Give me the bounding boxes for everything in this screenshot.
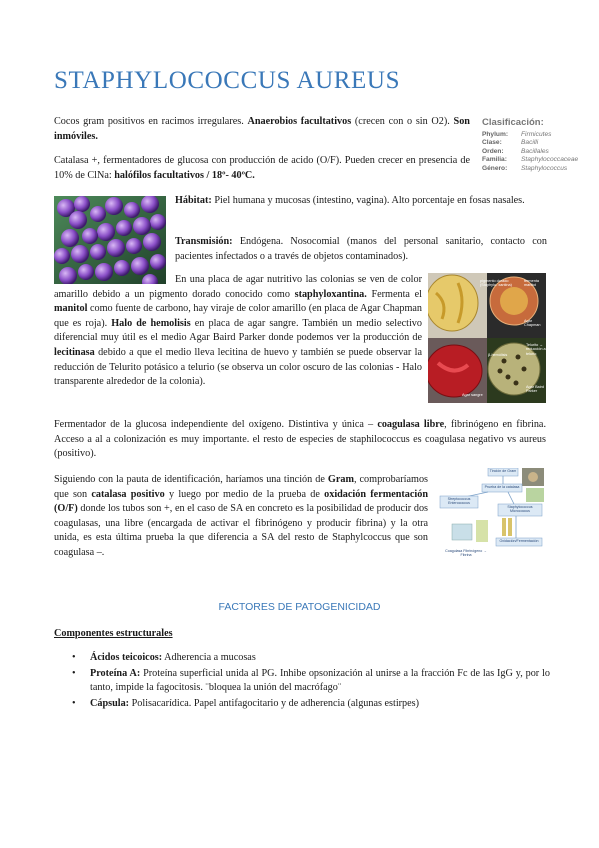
flow-of: Oxidación/Fermentación — [499, 539, 539, 543]
list-item: • Ácidos teicoicos: Adherencia a mucosas — [54, 651, 550, 666]
section-title: FACTORES DE PATOGENICIDAD — [218, 601, 381, 613]
transmision-paragraph: Transmisión: Endógena. Nosocomial (manos del personal sanitario, contacto con pacientes infectados o a través de objetos contaminados). — [175, 236, 547, 262]
classification-row: Orden: Bacillales — [482, 147, 549, 155]
subheading: Componentes estructurales — [54, 628, 173, 639]
classification-box — [482, 117, 594, 173]
agar-plates-figure — [428, 273, 546, 403]
micrograph-image — [54, 196, 166, 284]
flow-gram: Tinción de Gram — [489, 469, 517, 473]
list-item: • Proteína A: Proteína superficial unida al PG. Inhibe opsonización al unirse a la fracción Fc de las IgG y, por lo tanto, impide la fagocitosis. ¨bloquea la unión del macrófago¨ — [54, 667, 550, 696]
habitat-paragraph: Hábitat: Piel humana y mucosas (intestino, vagina). Alto porcentaje en fosas nasales. — [175, 195, 525, 206]
agar-label-chapman: Agar Chapman — [524, 319, 541, 328]
classification-row: Género: Staphylococcus — [482, 164, 568, 172]
agar-label-telurito: Telurito → reducción a telurio — [526, 343, 546, 356]
agar-label-hemolisis: β-hemólisis — [488, 353, 508, 357]
components-list — [54, 651, 550, 712]
agar-paragraph: En una placa de agar nutritivo las colonias se ven de color amarillo debido a un pigmento dorado conocido como staphyloxantina. Fermenta el manitol como fuente de carbono, hay viraje de color amarillo (en placa de Agar Chapman que es roja). Halo de hemolisis en placa de agar sangre. También un medio selectivo diferencial muy útil es el medio Agar Baird Parker donde podemos ver la producción de lecitinasa debido a que el medio lleva lecitina de huevo y también se puede observar la reducción de Telurito potásico a telurio (se observa un color oscuro de las colonias - Halo transparente alrededor de la colonia). — [54, 274, 422, 388]
flow-catalasa: Prueba de la catalasa — [484, 485, 520, 489]
classification-row: Familia: Staphylococcaceae — [482, 156, 579, 164]
identificacion-paragraph: Siguiendo con la pauta de identificación, haríamos una tinción de Gram, comprobaríamos que son catalasa positivo y luego por medio de la prueba de oxidación fermentación (O/F) donde los tubos son +, en el caso de SA en concreto es la posibilidad de producir dos coagulasas, una libre (encargada de activar el fibrinógeno y producir fibrina) y la otra unida, es esta última prueba la que diferencia a SA del resto de Staphylcoccus que son coagulasa –. — [54, 474, 428, 558]
agar-label-sangre: Agar sangre — [462, 393, 483, 397]
agar-label-manitol: fermenta manitol — [524, 279, 539, 288]
catalasa-paragraph: Catalasa +, fermentadores de glucosa con producción de acido (O/F). Pueden crecer en presencia de 10% de ClNa: halófilos facultativos / 18º- 40ºC. — [54, 155, 470, 181]
classification-heading: Clasificación: — [482, 117, 544, 128]
agar-label-baird: Agar Baird Parker — [526, 385, 544, 394]
flow-strepto: Streptococcus Enterococcus — [447, 497, 471, 506]
page-title: STAPHYLOCOCCUS AUREUS — [54, 67, 401, 94]
identification-flowchart — [438, 468, 546, 562]
flow-staphy: Staphylococcus Micrococcus — [507, 505, 533, 514]
intro-paragraph: Cocos gram positivos en racimos irregulares. Anaerobios facultativos (crecen con o sin O2). Son inmóviles. — [54, 116, 470, 142]
flow-coag: Coagulasa Fibrinógeno → Fibrina — [445, 549, 487, 558]
classification-row: Phylum: Firmicutes — [482, 131, 552, 138]
list-item: • Cápsula: Polisacarídica. Papel antifagocitario y de adherencia (algunas estirpes) — [54, 697, 550, 712]
fermentador-paragraph: Fermentador de la glucosa independiente del oxígeno. Distintiva y única – coagulasa libre, fibrinógeno en fibrina. Acceso a al a colonización es muy importante. el resto de especies de staphilococcus es coagulasa negativo vs aureus (positivo). — [54, 419, 547, 460]
classification-row: Clase: Bacilli — [482, 139, 539, 147]
agar-label-pigment: pigmento dorado (Staphylo- xantina) — [480, 279, 512, 288]
